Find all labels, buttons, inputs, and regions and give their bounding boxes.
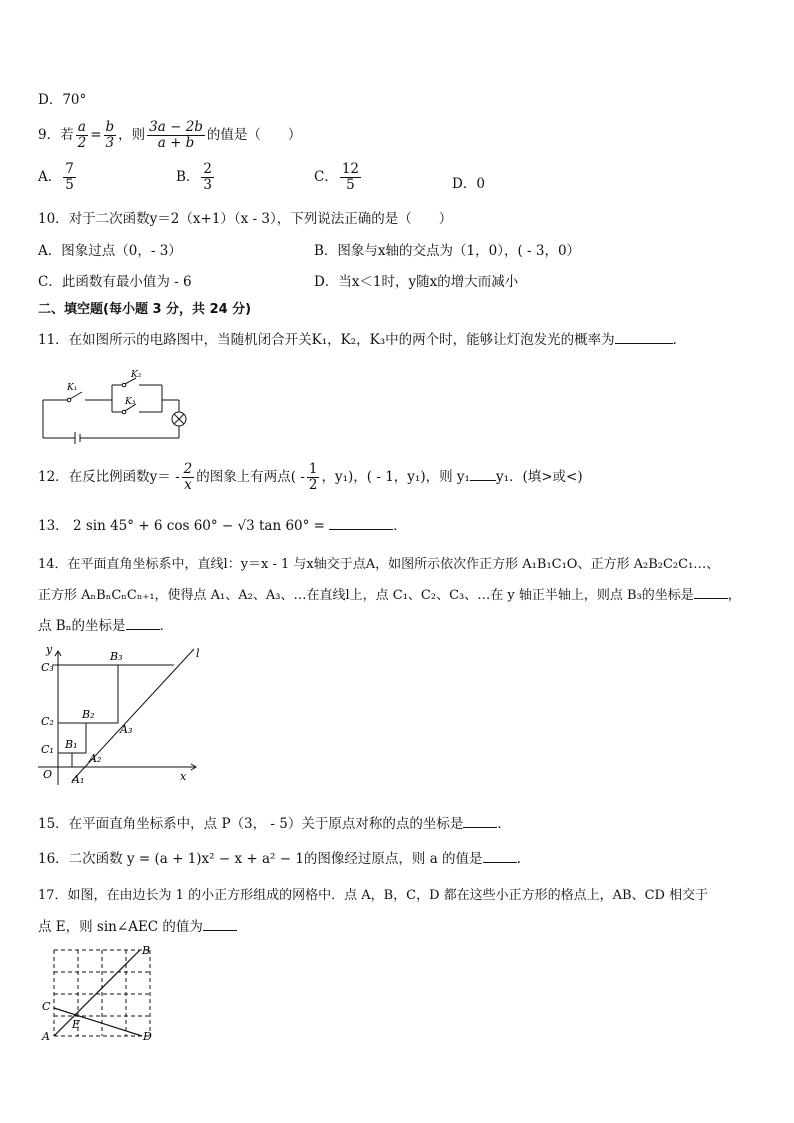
q12-p4: y₁．(填>或<)	[495, 468, 583, 485]
label-k2: K₂	[131, 370, 142, 380]
label-b: B	[142, 944, 151, 957]
label-a2: A₂	[89, 752, 102, 765]
q9-c-num: 12	[341, 161, 360, 177]
q14-bn-blank	[126, 628, 160, 630]
q17-line-2	[38, 915, 237, 935]
q17-line-1: 17．如图，在由边长为 1 的小正方形组成的网格中．点 A，B，C，D 都在这些小正方形的格点上，AB、CD 相交于	[38, 888, 709, 903]
circuit-diagram	[38, 368, 198, 444]
q14-line-2	[38, 584, 741, 603]
q9-b-den: 3	[203, 176, 213, 193]
segment-ab	[54, 950, 140, 1036]
q8-option-d: D．70°	[38, 92, 87, 108]
q9-f3-num: 3a − 2b	[149, 119, 203, 135]
q12-p3: ，y₁)，( - 1，y₁)，则 y₁	[321, 468, 470, 485]
question-9	[38, 120, 301, 151]
switch-k1-blade	[70, 392, 82, 399]
q11-end: ．	[672, 332, 687, 348]
q9-a-fraction	[63, 162, 76, 193]
q9-f1-den: 2	[77, 134, 87, 151]
q9-f2-num: b	[105, 119, 115, 135]
q9-option-a	[38, 162, 78, 193]
q13-text: 13． 2 sin 45° + 6 cos 60° − √3 tan 60° =	[38, 518, 325, 534]
q17-answer-blank	[203, 929, 237, 931]
q16-text: 16．二次函数 y = (a + 1)x² − x + a² − 1的图像经过原点，则 a 的值是	[38, 851, 483, 867]
q9-b-fraction	[201, 162, 214, 193]
q9-suffix: 的值是（ ）	[206, 126, 302, 143]
question-13	[38, 514, 407, 534]
q9-fraction-b-over-3	[104, 120, 117, 151]
q15-answer-blank	[463, 826, 497, 828]
label-k1: K₁	[67, 383, 78, 393]
q12-fraction-half	[307, 462, 320, 493]
q9-f1-num: a	[76, 120, 89, 136]
q9-prefix: 9．若	[38, 126, 74, 143]
q10-option-b: B．图象与x轴的交点为（1，0），( - 3，0）	[314, 243, 581, 259]
label-c: C	[42, 1000, 51, 1013]
label-l: l	[196, 647, 200, 660]
q9-option-c	[314, 162, 363, 193]
label-c2: C₂	[41, 715, 54, 728]
q9-option-d: D．0	[452, 176, 485, 192]
label-b1: B₁	[65, 738, 78, 751]
q9-a-label: A．	[38, 168, 62, 185]
q17-line2-text: 点 E，则 sin∠AEC 的值为	[38, 919, 203, 935]
q9-c-fraction	[340, 162, 361, 193]
q12-p2: 的图象上有两点( -	[196, 468, 305, 485]
section-title-fill-in: 二、填空题(每小题 3 分，共 24 分)	[38, 302, 252, 317]
q15-text: 15．在平面直角坐标系中，点 P（3， - 5）关于原点对称的点的坐标是	[38, 816, 464, 832]
square-1	[58, 753, 72, 767]
q9-fraction-a-over-2	[76, 120, 89, 151]
label-x: x	[180, 770, 187, 783]
q12-hn: 1	[308, 461, 318, 477]
label-y: y	[46, 645, 53, 656]
q9-fraction-expression	[147, 120, 205, 151]
label-e: E	[72, 1018, 81, 1031]
label-d: D	[143, 1030, 152, 1042]
label-b2: B₂	[82, 708, 95, 721]
q9-option-b	[176, 162, 216, 193]
label-b3: B₃	[110, 650, 123, 663]
q9-b-num: 2	[203, 161, 213, 177]
q10-stem: 10．对于二次函数y＝2（x+1）（x - 3），下列说法正确的是（ ）	[38, 211, 453, 227]
q11-answer-blank	[615, 342, 673, 344]
q16-answer-blank	[483, 861, 517, 863]
q13-answer-blank	[329, 528, 393, 530]
q9-a-den: 5	[65, 176, 74, 193]
question-12	[38, 462, 583, 493]
q10-option-a: A．图象过点（0，- 3）	[38, 243, 182, 259]
q14-line-1: 14．在平面直角坐标系中，直线l：y＝x - 1 与x轴交于点A，如图所示依次作正方形 A₁B₁C₁O、正方形 A₂B₂C₂C₁…、	[38, 557, 720, 572]
q16-end: .	[516, 851, 521, 867]
q12-hd: 2	[308, 476, 318, 493]
q13-end: ．	[393, 518, 407, 534]
q12-fd: x	[184, 476, 192, 493]
q12-answer-blank	[470, 479, 496, 481]
label-a1: A₁	[72, 773, 85, 786]
label-k3: K₃	[125, 397, 136, 407]
grid-diagram	[36, 942, 166, 1042]
label-c1: C₁	[41, 743, 54, 756]
square-line-diagram	[34, 645, 214, 790]
q10-option-c: C．此函数有最小值为 - 6	[38, 274, 192, 290]
label-c3: C₃	[41, 661, 54, 674]
q11-text: 11．在如图所示的电路图中，当随机闭合开关K₁，K₂，K₃中的两个时，能够让灯泡发光的概率为	[38, 332, 615, 348]
question-16	[38, 847, 521, 867]
q9-equals: =	[90, 126, 102, 143]
q9-c-label: C．	[314, 168, 338, 185]
q12-fraction-2-over-x	[182, 462, 195, 493]
label-a3: A₃	[120, 723, 133, 736]
q14-line2-end: ，	[727, 588, 741, 603]
q14-line3-text: 点 Bₙ的坐标是	[38, 618, 126, 634]
q12-fn: 2	[183, 461, 193, 477]
label-o: O	[43, 768, 53, 781]
q10-option-d: D．当x＜1时，y随x的增大而减小	[314, 274, 519, 290]
label-a: A	[42, 1030, 50, 1042]
q9-a-num: 7	[65, 161, 74, 177]
q14-line3-end: ．	[159, 618, 174, 634]
q14-line2-text: 正方形 AₙBₙCₙCₙ₊₁，使得点 A₁、A₂、A₃、…在直线l上，点 C₁、C₂、C₃、…在 y 轴正半轴上，则点 B₃的坐标是	[38, 588, 694, 603]
q9-c-den: 5	[346, 176, 355, 193]
q15-end: ．	[497, 816, 511, 832]
q9-f2-den: 3	[105, 134, 115, 151]
question-11	[38, 328, 686, 348]
q9-f3-den: a + b	[157, 134, 195, 151]
q9-b-label: B．	[176, 168, 200, 185]
q14-line-3	[38, 614, 173, 634]
q14-b3-blank	[694, 597, 728, 599]
q12-p1: 12．在反比例函数y＝ -	[38, 468, 180, 485]
q9-mid: ，则	[118, 126, 146, 143]
question-15	[38, 812, 511, 832]
